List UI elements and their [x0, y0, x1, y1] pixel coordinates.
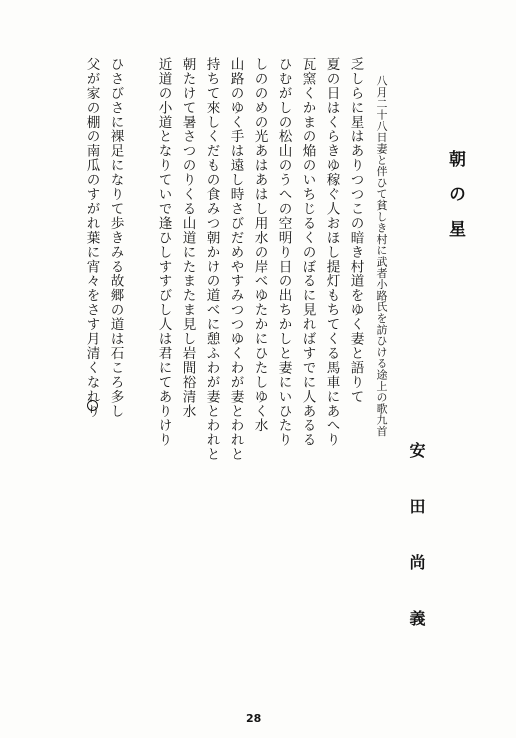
- tanka-line: しののめの光あはあはし用水の岸べゆたかにひたしゆく水: [251, 57, 268, 433]
- tanka-line: ひさびさに裸足になりて歩きみる故郷の道は石ころ多し: [107, 57, 124, 419]
- tanka-line: 山路のゆく手は遠し時さびだめやすみつつゆくわが妻とわれと: [227, 57, 244, 462]
- headnote: 八月二十八日妻と伴ひて貧しき村に武者小路氏を訪ひける途上の歌九首: [375, 75, 388, 437]
- tanka-line: 夏の日はくらきゆ稼ぐ人おほし提灯もちてくる馬車にあへり: [323, 57, 340, 448]
- tanka-line: 近道の小道となりていで逢ひしすすびし人は君にてありけり: [155, 57, 172, 448]
- tanka-line: 瓦窯くかまの焔のいちじるくのぼるに見ればすでに人あるる: [299, 57, 316, 448]
- tanka-line: 持ちて來しくだもの食みつ朝かけの道べに憩ふわが妻とわれと: [203, 57, 220, 462]
- tanka-line: 朝たけて暑さつのりくる山道にたまたま見し岩間𥙿清水: [179, 57, 196, 419]
- tanka-line: ひむがしの松山のうへの空明り日の出ちかしと妻にいひたり: [275, 57, 292, 448]
- tanka-line: 乏しらに星はありつつこの暗き村道をゆく妻と語りて: [347, 57, 364, 404]
- author-name: 安田尚義: [407, 442, 426, 666]
- tanka-line: 父が家の棚の南瓜のすがれ葉に宵々をさす月清くなれり: [83, 57, 100, 419]
- poem-title: 朝の星: [445, 150, 465, 255]
- page-number: 28: [246, 712, 262, 725]
